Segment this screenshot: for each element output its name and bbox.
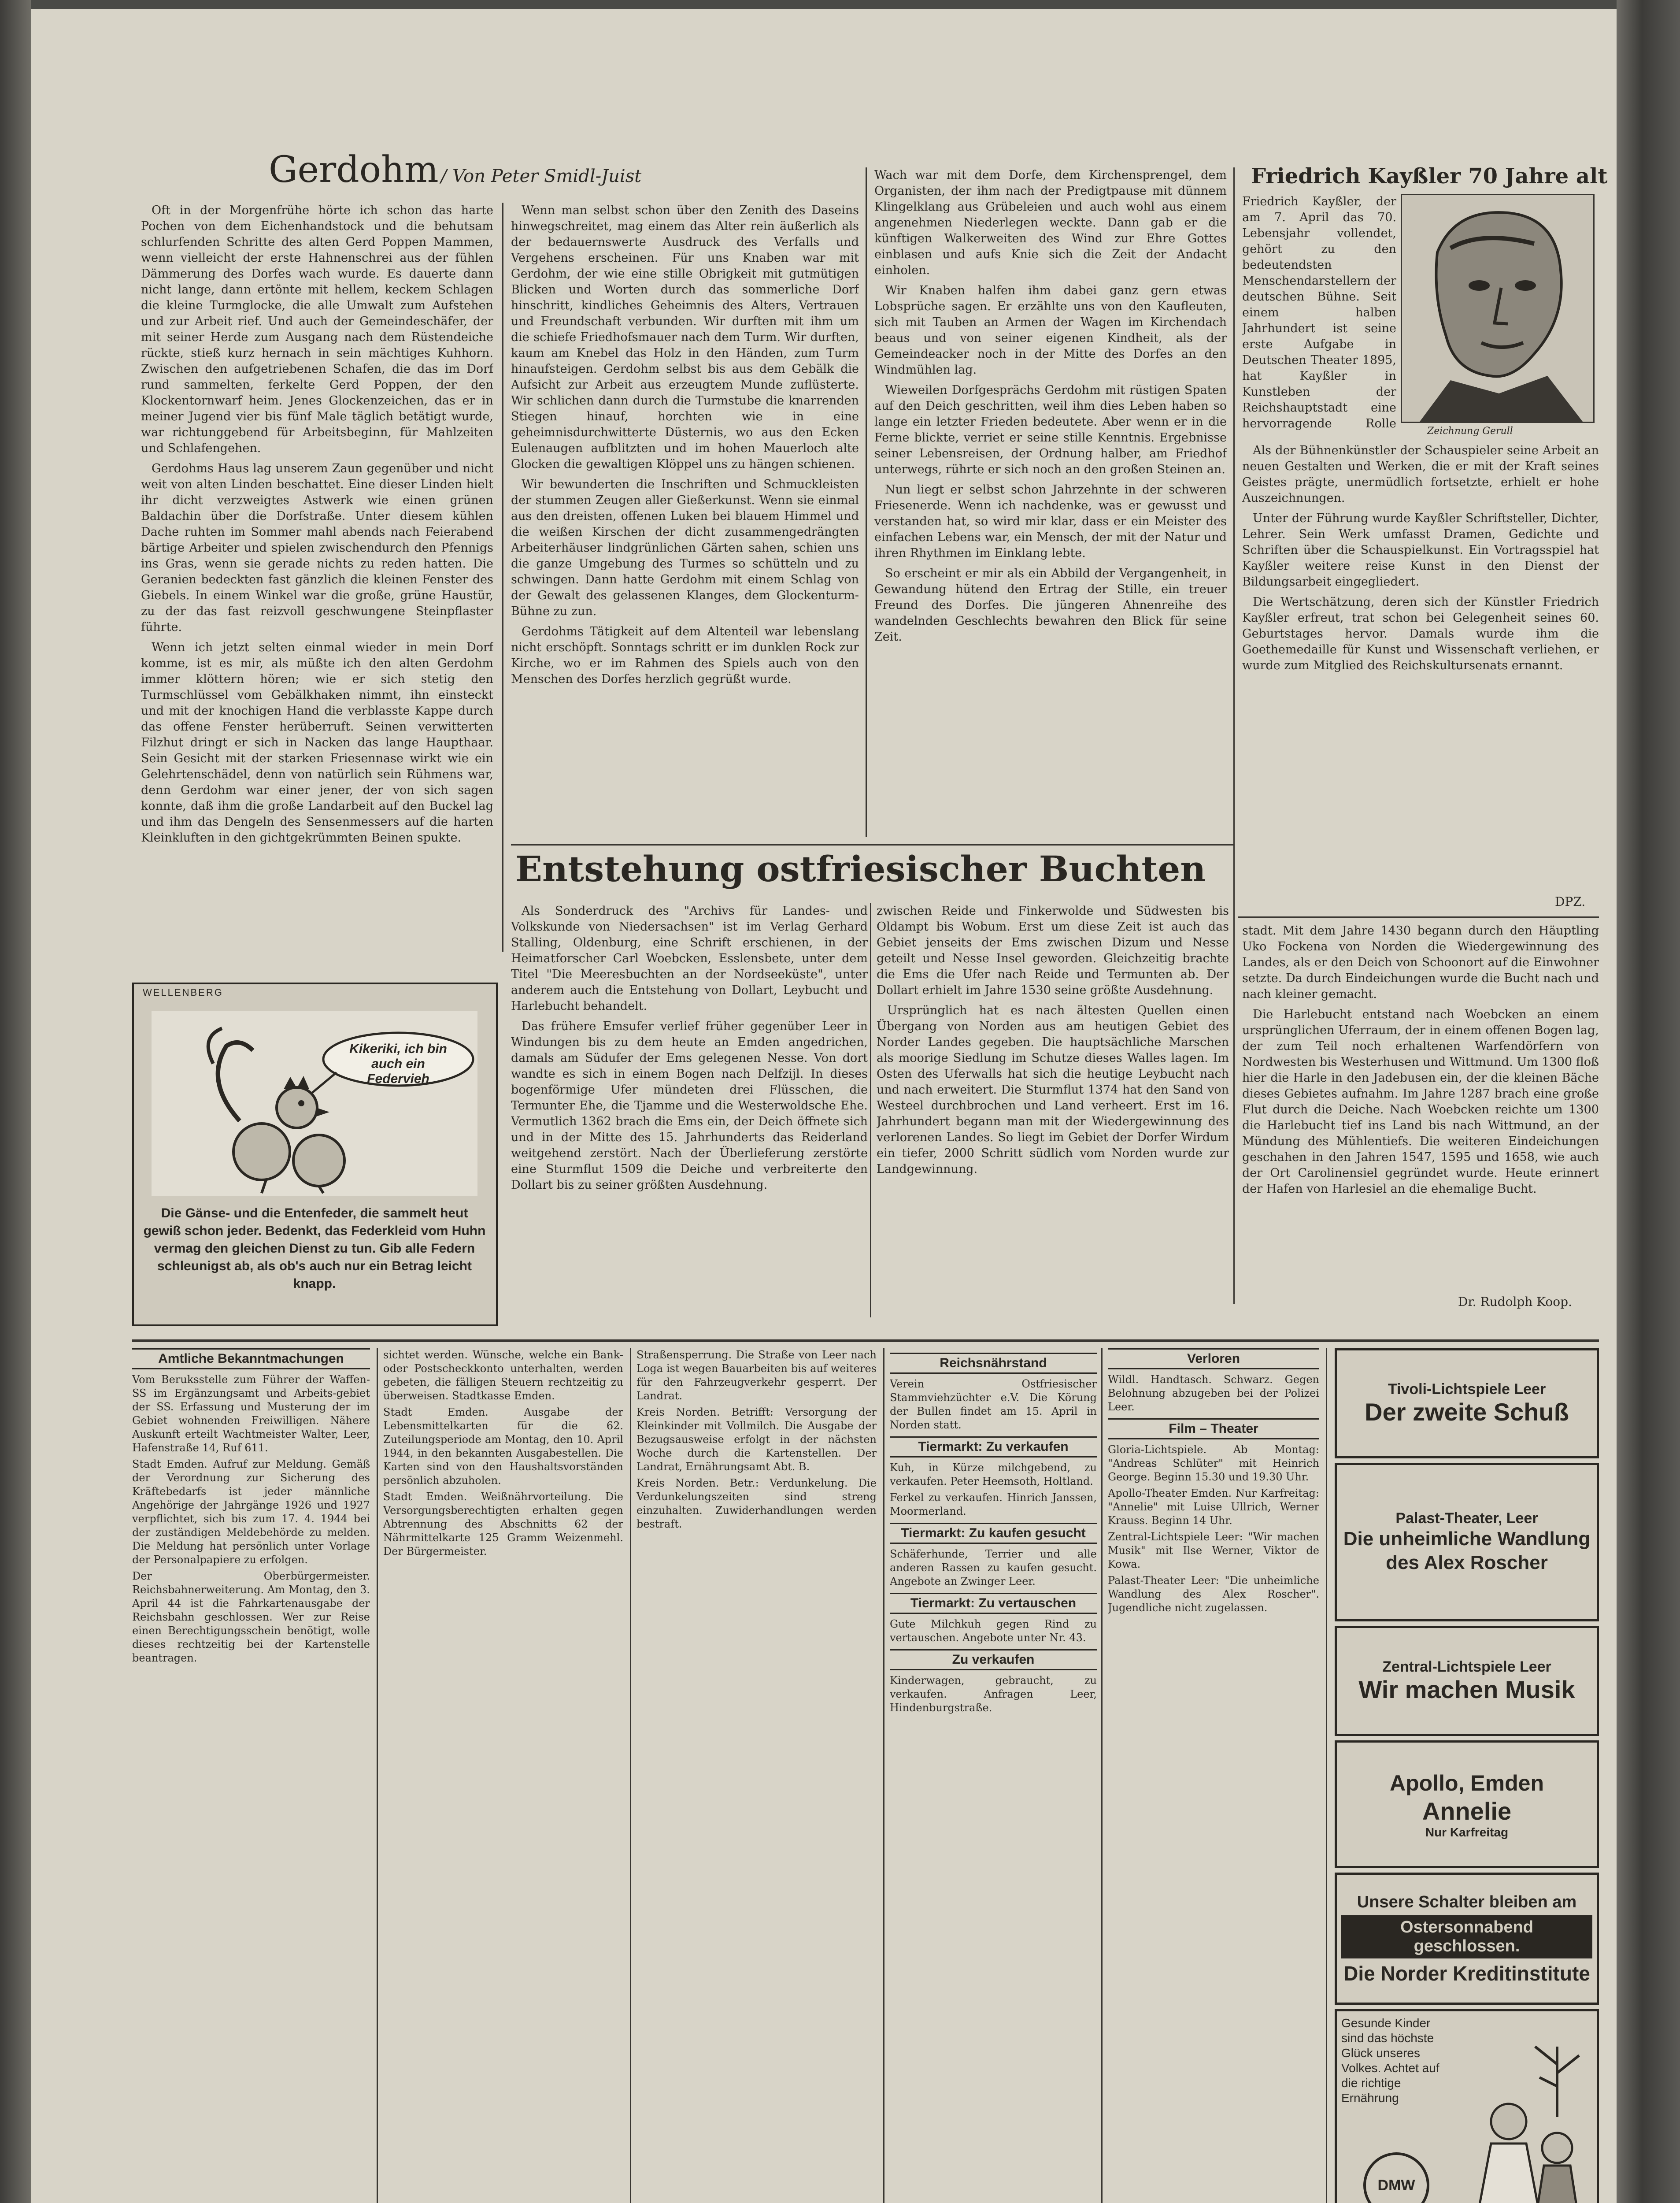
column-rule [1326,1348,1327,2203]
notices-heading: Amtliche Bekanntmachungen [132,1348,370,1369]
scan-edge-left [0,0,31,2203]
market-item: Schäferhunde, Terrier und alle anderen Rassen zu kaufen gesucht. Angebote an Zwinger Leer. [890,1548,1097,1587]
kayssler-title: Friedrich Kayßler 70 Jahre alt [1251,164,1608,189]
lost-heading: Verloren [1108,1348,1319,1369]
gerdohm-paragraph: So erscheint er mir als ein Abbild der Vergangenheit, in Gewandung hütend den Ertrag der Stille, ein treuer Freund des Dorfes. Die jüngeren Ahnenreihe des wandelnden Geschlechts bewahren den Blick für seine Zeit. [874,567,1227,644]
notice-item: Stadt Emden. Aufruf zur Meldung. Gemäß der Verordnung zur Sicherung des Kräftebedarfs ist jeder männliche Angehörige der Jahrgänge 1926 und 1927 verpflichtet, sich bis zum 17. 4. 1944 bei der zuständigen Meldebehörde zu melden. Die Meldung hat persönlich unter Vorlage der Personalpapiere zu erfolgen. [132,1458,370,1566]
market-item: Ferkel zu verkaufen. Hinrich Janssen, Moormerland. [890,1491,1097,1517]
gerdohm-paragraph: Wach war mit dem Dorfe, dem Kirchensprengel, dem Organisten, der ihm nach der Predigtpause mit dünnem Klingelklang aus Grübeleien und auch wohl aus einem angenehmen Niederlegen weckte. Dann gab er die künftigen Walkerweiten des Wind zur Ehre Gottes einblasen und aufs Knie sich die Zeit der Andacht einholen. [874,168,1227,277]
ad-zentral-film: Wir machen Musik [1358,1675,1575,1703]
film-item: Apollo-Theater Emden. Nur Karfreitag: "Annelie" mit Luise Ullrich, Werner Krauss. Beginn 14 Uhr. [1108,1487,1319,1527]
film-item: Zentral-Lichtspiele Leer: "Wir machen Musik" mit Ilse Werner, Viktor de Kowa. [1108,1531,1319,1570]
column-rule [1233,167,1235,1304]
ad-banks-sign: Die Norder Kreditinstitute [1343,1962,1590,1985]
gerdohm-paragraph: Nun liegt er selbst schon Jahrzehnte in der schweren Friesenerde. Wenn ich nachdenke, was er gewusst und verstanden hat, so wird mir klar, dass er ein Meister des einfachen Lebens war, ein Mensch, der mit der Natur und ihren Rhythmen im Einklang lebte. [874,483,1227,560]
kayssler-portrait [1401,194,1595,423]
notice-item: Stadt Emden. Ausgabe der Lebensmittelkarten für die 62. Zuteilungsperiode am Montag, den 10. April 1944, in den bekannten Ausgabestellen. Die Karten sind von den Haushaltsvorständen persönlich abzuholen. [383,1406,623,1487]
cartoon-speech: Kikeriki, ich bin auch ein Federvieh [349,1042,447,1086]
buchten-paragraph: Als Sonderdruck des "Archivs für Landes- und Volkskunde von Niedersachsen" ist im Verlag Gerhard Stalling, Oldenburg, eine Schrift erschienen, in der Heimatforscher Carl Woebcken, Esslensbete, unter dem Titel "Die Meeresbuchten an der Nordseeküste", unter anderem auch die Entstehung von Dollart, Leybucht und Harlebucht behandelt. [511,904,868,1013]
newspaper-page [31,9,1617,2203]
column-rule [630,1348,631,2203]
film-heading: Film – Theater [1108,1418,1319,1439]
buchten-column-1 [511,903,868,1322]
ad-apollo-venue: Apollo, Emden [1390,1771,1544,1795]
gerdohm-paragraph: Gerdohms Haus lag unserem Zaun gegenüber und nicht weit von alten Linden beschattet. Eine dieser Linden hielt ihr dicht verzweigtes Astwerk wie einen grünen Baldachin über die Dorfstraße. Unter diesem kühlen Dache ruhten im Sommer mahl abends nach Feierabend bärtige Arbeiter und spielen zwischendurch den Pfennigs ins Gras, wenn sie gerade nichts zu reden hatten. Die Geranien bedeckten fast gänzlich die kleinen Fenster des Giebels. In einem Winkel war die große, grüne Haustür, zu der das fast reizvoll geschwungene Steinpflaster führte. [141,462,493,634]
ad-zentral-venue: Zentral-Lichtspiele Leer [1382,1658,1551,1675]
ad-apollo [1335,1740,1599,1868]
gerdohm-byline: / Von Peter Smidl-Juist [440,166,642,186]
market-item: Verein Ostfriesischer Stammviehzüchter e.V. Die Körung der Bullen findet am 15. April in Norden statt. [890,1378,1097,1431]
ad-banks [1335,1873,1599,2005]
notice-item: Straßensperrung. Die Straße von Leer nach Loga ist wegen Bauarbeiten bis auf weiteres für den Fahrzeugverkehr gesperrt. Der Landrat. [636,1349,877,1402]
kayssler-paragraph: Unter der Führung wurde Kayßler Schriftsteller, Dichter, Lehrer. Sein Werk umfasst Dramen, Gedichte und Schriften über die Schauspielkunst. Ein Vortragsspiel hat Kayßler weitere reise Kunst in den Dienst der Bildungsarbeit eingegliedert. [1242,512,1599,589]
gerdohm-column-2 [511,203,859,833]
market-heading: Tiermarkt: Zu kaufen gesucht [890,1523,1097,1544]
notice-item: Stadt Emden. Weißnährvorteilung. Die Versorgungsberechtigten erhalten gegen Abtrennung des Abschnitts 62 der Nährmittelkarte 125 Gramm Weizenmehl. Der Bürgermeister. [383,1491,623,1558]
notice-item: Der Oberbürgermeister. Reichsbahnerweiterung. Am Montag, den 3. April 44 ist die Fahrkartenausgabe der Reichsbahn geschlossen. Wer zur Reise einen Berechtigungsschein benötigt, wolle dieses rechtzeitig bei der Kartenstelle beantragen. [132,1570,370,1664]
listings-column [1108,1348,1319,2203]
gerdohm-paragraph: Wenn man selbst schon über den Zenith des Daseins hinwegschreitet, mag einem das Alter rein äußerlich als der bedauernswerte Ausdruck des Verfalls und Vergehens erscheinen. Für uns Knaben war mit Gerdohm, der wie eine stille Obrigkeit mit gutmütigen Blicken und Worten durch das sommerliche Dorf hinschritt, kindliches Geheimnis des Alters, Vertrauen und Freundschaft verbunden. Wir durften mit ihm um die schiefe Friedhofsmauer nach dem Turm. Wir durften, kaum am Knebel das Holz in den Händen, zum Turm hinaufsteigen. Gerdohm selbst bis aus dem Gebälk die Aufsicht zur Arbeit aus erzeugtem Munde zuflüsterte. Wir schlichen dann durch die Turmstube die knarrenden Stiegen hinauf, horchten wie in eine geheimnisdurchwitterte Düsternis, wo aus den Ecken Eulenaugen aufblitzten und im hohen Mauerloch alte Glocken die gewaltigen Klöppel uns zu hängen schienen. [511,204,859,471]
buchten-paragraph: stadt. Mit dem Jahre 1430 begann durch den Häuptling Uko Fockena von Norden die Wiedergewinnung des Landes, als er den Deich von Schoonort auf die Einwohner setzte. Da durch Eindeichungen wurde die Bucht nach und nach kleiner gemacht. [1242,924,1599,1001]
kayssler-paragraph: Friedrich Kayßler, der am 7. April das 70. Lebensjahr vollendet, gehört zu den bedeutendsten Menschendarstellern der deutschen Bühne. Seit einem halben Jahrhundert ist seine erste Aufgabe in Deutschen Theater 1895, hat Kayßler in Kunstleben der Reichshauptstadt eine hervorragende Rolle [1242,195,1396,430]
gerdohm-headline [269,149,641,191]
gerdohm-title: Gerdohm [269,149,439,191]
notices-column-3 [636,1348,877,2203]
gerdohm-paragraph: Wenn ich jetzt selten einmal wieder in mein Dorf komme, ist es mir, als müßte ich den alten Gerdohm immer klöttern hören; wie er sich stetig den Turmschlüssel vom Gebälkhaken nimmt, ihn einsteckt und mit der knochigen Hand die verblasste Kappe durch das offene Fenster herüberruft. Seinen verwitterten Filzhut dringt er sich in Nacken das lange Haupthaar. Sein Gesicht mit der starken Friesennase wirkt wie ein Gelehrtenschädel, denn von natürlich sein Rühmens war, denn Gerdohm war einer jener, der von sich sagen konnte, daß ihm die große Landarbeit auf den Buckel lag und ihm das Dengeln des Sensenmessers auf die harten Kleinkluften in den gichtgekrümmten Beinen spukte. [141,641,493,845]
notices-column-1 [132,1348,370,2203]
kayssler-column-bottom [1242,443,1599,892]
column-rule [870,903,871,1317]
buchten-paragraph: Ursprünglich hat es nach ältesten Quellen einen Übergang von Norden aus am heutigen Gebiet des Norder Landes gegeben. Die hauptsächliche Marschen als moorige Siedlung im Schutze dieses Walles lagen. Im Osten des Uferwalls hat sich die heutige Leybucht nach und nach erweitert. Die Sturmflut 1374 hat den Sand von Westeel durchbrochen und Land verheert. Erst im 16. Jahrhundert begann man mit der Wiedergewinnung des verlorenen Landes. So liegt im Gebiet der Dorfer Wirdum ein tiefer, 2000 Schritt südlich vom Norden wurde zur Landgewinnung. [877,1004,1229,1176]
column-rule [883,1348,884,2203]
portrait-caption: Zeichnung Gerull [1427,426,1513,437]
ad-palast-venue: Palast-Theater, Leer [1395,1509,1538,1527]
notice-item: Kreis Norden. Betr.: Verdunkelung. Die Verdunkelungszeiten sind streng einzuhalten. Zuwiderhandlungen werden bestraft. [636,1477,877,1530]
gerdohm-column-3 [874,167,1227,837]
kayssler-paragraph: Als der Bühnenkünstler der Schauspieler seine Arbeit an neuen Gestalten und Werken, die er mit der Kraft seines Geistes prägte, unermüdlich fortsetzte, erhielt er hohe Auszeichnungen. [1242,444,1599,505]
buchten-column-3 [1242,923,1599,1293]
ad-apollo-film: Annelie [1422,1797,1512,1825]
kayssler-credit: DPZ. [1555,894,1586,909]
buchten-title: Entstehung ostfriesischer Buchten [515,848,1206,890]
dmw-seal: DMW [1363,2152,1429,2203]
market-column [890,1348,1097,2203]
ad-milk-text: Gesunde Kinder sind das höchste Glück unseres Volkes. Achtet auf die richtige Ernährung [1341,2016,1439,2105]
gerdohm-paragraph: Gerdohms Tätigkeit auf dem Altenteil war lebenslang nicht erschöpft. Sonntags schritt er im dunklen Rock zur Kirche, wo er im Rahmen des Spiels auch von den Menschen des Dorfes herzlich gegrüßt wurde. [511,625,859,686]
buchten-credit: Dr. Rudolph Koop. [1458,1294,1572,1309]
ad-tivoli-venue: Tivoli-Lichtspiele Leer [1388,1380,1546,1398]
market-heading: Zu verkaufen [890,1649,1097,1670]
market-item: Kinderwagen, gebraucht, zu verkaufen. Anfragen Leer, Hindenburgstraße. [890,1674,1097,1714]
scan-edge-right [1617,0,1680,2203]
market-heading: Tiermarkt: Zu verkaufen [890,1436,1097,1458]
kayssler-paragraph: Die Wertschätzung, deren sich der Künstler Friedrich Kayßler erfreut, trat schon bei Gelegenheit seines 60. Geburtstages hervor. Damals wurde ihm die Goethemedaille für Kunst und Wissenschaft verliehen, er wurde zum Mitglied des Reichskultursenats ernannt. [1242,595,1599,672]
ad-milk [1335,2009,1599,2203]
section-rule [1238,916,1599,918]
buchten-paragraph: Die Harlebucht entstand nach Woebcken an einem ursprünglichen Uferraum, der in einem offenen Bogen lag, der zum Teil noch erhaltenen Warfendörfern von Nordwesten bis Westerhusen und Wittmund. Um 1300 floß hier die Harle in den Jadebusen ein, der die kleinen Bäche dieses Gebietes aufnahm. Im Jahre 1287 brach eine große Flut durch die Deiche. Nach Woebcken reichte um 1300 die Harlebucht tief ins Land bis nach Wittmund, an der Mündung des Mühlentiefs. Die weiteren Eindeichungen geschahen in den Jahren 1547, 1595 und 1658, wie auch der Ort Carolinensiel gegründet wurde. Heute erinnert der Hafen von Harlesiel an die ehemalige Bucht. [1242,1008,1599,1196]
ad-apollo-note: Nur Karfreitag [1425,1825,1509,1839]
film-item: Gloria-Lichtspiele. Ab Montag: "Andreas Schlüter" mit Heinrich George. Beginn 15.30 und 19.30 Uhr. [1108,1443,1319,1483]
notice-item: Kreis Norden. Betrifft: Versorgung der Kleinkinder mit Vollmilch. Die Ausgabe der Bezugsausweise erfolgt in der nächsten Woche durch die Kartenstellen. Der Landrat, Ernährungsamt Abt. B. [636,1406,877,1473]
market-heading: Reichsnährstand [890,1353,1097,1374]
market-heading: Tiermarkt: Zu vertauschen [890,1593,1097,1614]
buchten-paragraph: zwischen Reide und Finkerwolde und Südwesten bis Oldampt bis Wobum. Erst um diese Zeit ist auch das Gebiet jenseits der Ems zwischen Dizum und Nesse geteilt und Nesse Insel geworden. Gleichzeitig brachte die Ems die Ufer nach Reide und Termunten ab. Der Dollart erhielt im Jahre 1530 seine größte Ausdehnung. [877,904,1229,997]
column-rule [502,203,503,952]
cartoon-label: WELLENBERG [143,987,223,998]
notice-item: sichtet werden. Wünsche, welche ein Bank- oder Postscheckkonto unterhalten, werden gebeten, die fälligen Steuern rechtzeitig zu überweisen. Stadtkasse Emden. [383,1349,623,1402]
ad-banks-intro: Unsere Schalter bleiben am [1357,1892,1577,1911]
ad-banks-closed: Ostersonnabend geschlossen. [1341,1915,1592,1958]
market-item: Gute Milchkuh gegen Rind zu vertauschen. Angebote unter Nr. 43. [890,1618,1097,1644]
ad-zentral [1335,1626,1599,1736]
rooster-drawing [152,1011,477,1196]
ad-palast [1335,1463,1599,1621]
section-rule-bottom [132,1339,1599,1342]
section-rule [511,844,1233,846]
column-rule [1101,1348,1103,2203]
market-item: Kuh, in Kürze milchgebend, zu verkaufen. Peter Heemsoth, Holtland. [890,1461,1097,1487]
lost-item: Wildl. Handtasch. Schwarz. Gegen Belohnung abzugeben bei der Polizei Leer. [1108,1373,1319,1413]
cartoon-drawing-area [152,1011,477,1196]
buchten-paragraph: Das frühere Emsufer verlief früher gegenüber Leer in Windungen bis zu dem heute an Emden angedrichen, damals am Südufer der Ems gelegenen Nesse. Von dort wandte es sich in einem Bogen nach Delfzijl. In dieses bogenförmige Ufer mündeten drei Flüsschen, die Termunter Ehe, die Tjamme und die Westerwoldsche Ehe. Vermutlich 1362 brach die Ems ein, der Deich öffnete sich und in der Mitte des 15. Jahrhunderts das Reiderland weitgehend zerstört. Nach der Überlieferung zerstörte eine Sturmflut 1509 die Deiche und verbreiterte den Dollart bis zu seiner größten Ausdehnung. [511,1020,868,1192]
column-rule [866,167,867,837]
ad-tivoli-film: Der zweite Schuß [1365,1398,1569,1426]
gerdohm-paragraph: Wieweilen Dorfgesprächs Gerdohm mit rüstigen Spaten auf den Deich geschritten, weil ihm dies Leben haben so lange ein letzter Frieden bedeutete. Aber wenn er in die Ferne blickte, verriet er seine stille Kenntnis. Ergebnisse seiner Lebensreisen, der Ordnung halber, am Friedhof unterwegs, rührte er sich noch an den großen Steinen an. [874,383,1227,476]
children-illustration [1469,2038,1592,2203]
federvieh-cartoon [132,983,498,1326]
cartoon-verse: Die Gänse- und die Entenfeder, die sammelt heut gewiß schon jeder. Bedenkt, das Federkleid vom Huhn vermag den gleichen Dienst zu tun. Gib alle Federn schleunigst ab, als ob's auch nur ein Betrag leicht knapp. [143,1206,486,1291]
buchten-column-2 [877,903,1229,1322]
gerdohm-column-1 [141,203,493,987]
ad-palast-film: Die unheimliche Wandlung des Alex Roscher [1343,1528,1591,1573]
notices-column-2 [383,1348,623,2203]
ad-tivoli [1335,1348,1599,1458]
notice-item: Vom Beruksstelle zum Führer der Waffen-SS im Ergänzungsamt und Arbeits-gebiet der SS. Erfassung und Musterung der im Gebiet wohnenden Freiwilligen. Nähere Auskunft erteilt Wachtmeister Walter, Leer, Hafenstraße 14, Ruf 611. [132,1373,370,1454]
column-rule [377,1348,378,2203]
gerdohm-paragraph: Wir Knaben halfen ihm dabei ganz gern etwas Lobsprüche sagen. Er erzählte uns von den Kaufleuten, sich mit Tauben an Armen der Wagen im Kirchendach beaus und von seiner eigenen Kindheit, als der Gemeindeacker noch in der Mitte des Dorfes an den Windmühlen lag. [874,284,1227,377]
film-item: Palast-Theater Leer: "Die unheimliche Wandlung des Alex Roscher". Jugendliche nicht zugelassen. [1108,1574,1319,1614]
gerdohm-paragraph: Wir bewunderten die Inschriften und Schmuckleisten der stummen Zeugen aller Gießerkunst. Wenn sie einmal aus den dreisten, offenen Luken bei blauem Himmel und die weißen Kirschen der dicht zusammengedrängten Arbeiterhäuser lindgrünlichen Gärten sahen, schien uns die ganze Umgebung des Turmes so schütteln und zu schwingen. Dann hatte Gerdohm mit einem Schlag von der Gewalt des gelassenen Klanges, dem Glockenturm-Bühne zu zun. [511,478,859,618]
gerdohm-paragraph: Oft in der Morgenfrühe hörte ich schon das harte Pochen von dem Eichenhandstock und die behutsam schlurfenden Schritte des alten Gerd Poppen Mammen, wenn vielleicht der erste Hahnenschrei aus der fühlen Dämmerung des Dorfes wach wurde. Es dauerte dann nicht lange, dann ertönte mit hellem, keckem Schlagen die kleine Turmglocke, die alle Umwalt zum Aufstehen und zur Arbeit rief. Und auch der Gemeindeschäfer, der mit seiner Herde zum Ausgang nach dem Rüstendeiche rückte, stieß kurz hernach in sein mächtiges Kuhhorn. Zwischen den aufgetriebenen Schafen, die das im Dorf rund sammelten, ferkelte Gerd Poppen, der den Klockentornwarf heim. Jenes Glockenzeichen, das er in meiner Jugend vier bis fünf Male täglich betätigt wurde, war richtunggebend für Arbeitsbeginn, für Mahlzeiten und Schlafengehen. [141,204,493,455]
portrait-drawing [1402,195,1593,422]
kayssler-column-top [1242,194,1396,432]
